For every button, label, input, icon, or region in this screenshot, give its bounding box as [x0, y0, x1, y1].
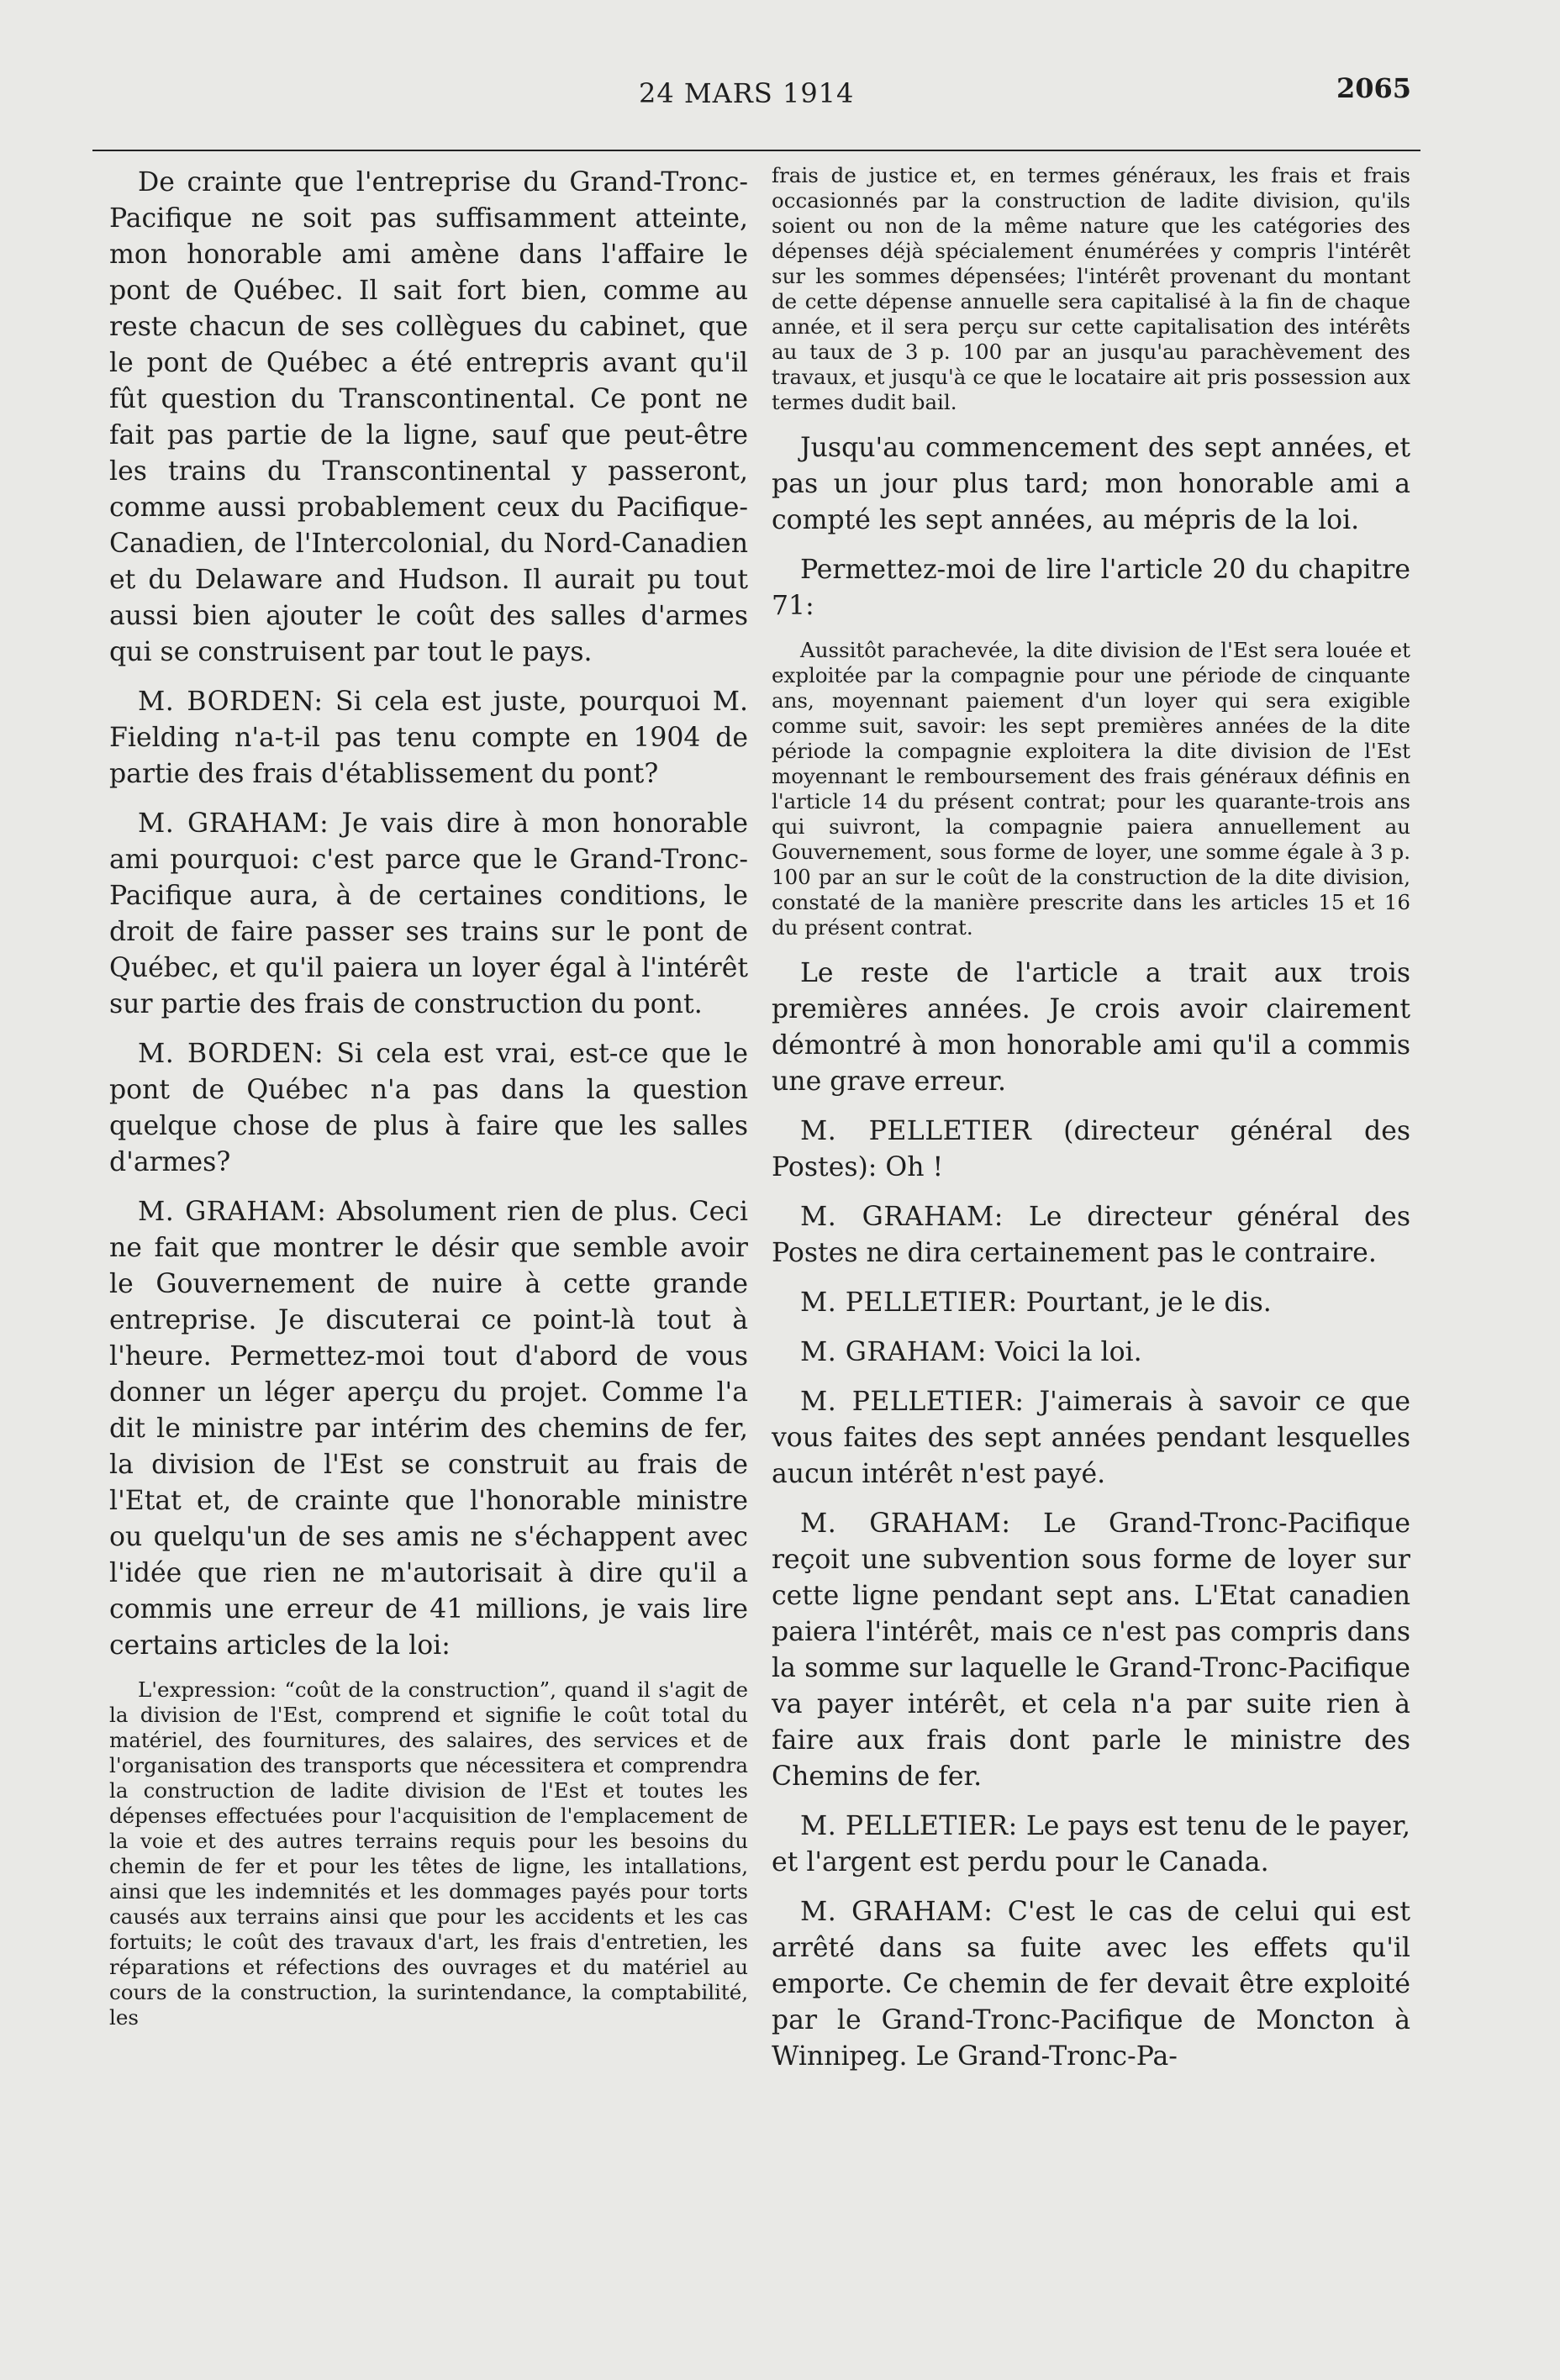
right-column	[772, 165, 1410, 2088]
speech-text: Le Grand-Tronc-Pacifique reçoit une subvention sous forme de loyer sur cette ligne pendant sept ans. L'Etat canadien paiera l'intérêt, mais ce n'est pas compris dans la somme sur laquelle le Grand-Tronc-Pacifique va payer intérêt, et cela n'a par suite rien à faire aux frais dont parle le ministre des Chemins de fer.	[772, 1509, 1410, 1792]
header-rule	[92, 150, 1420, 151]
speaker-name: M. BORDEN:	[138, 687, 324, 717]
paragraph: Permettez-moi de lire l'article 20 du chapitre 71:	[772, 555, 1410, 621]
law-quotation-continued: frais de justice et, en termes généraux, les frais et frais occasionnés par la construction de ladite division, qu'ils soient ou non de la même nature que les catégories des dépenses déjà spécialement énumérées y compris l'intérêt sur les sommes dépensées; l'intérêt provenant du montant de cette dépense annuelle sera capitalisé à la fin de chaque année, et il sera perçu sur cette capitalisation des intérêts au taux de 3 p. 100 par an jusqu'au parachèvement des travaux, et jusqu'à ce que le locataire ait pris possession aux termes dudit bail.	[772, 163, 1410, 414]
law-quotation: Aussitôt parachevée, la dite division de l'Est sera louée et exploitée par la compagnie pour une période de cinquante ans, moyennant paiement d'un loyer qui sera exigible comme suit, savoir: les sept premières années de la dite période la compagnie exploitera la dite division de l'Est moyennant le remboursement des frais généraux définis en l'article 14 du présent contrat; pour les quarante-trois ans qui suivront, la compagnie paiera annuellement au Gouvernement, sous forme de loyer, une somme égale à 3 p. 100 par an sur le coût de la construction de la dite division, constaté de la manière prescrite dans les articles 15 et 16 du présent contrat.	[772, 638, 1410, 940]
paragraph: De crainte que l'entreprise du Grand-Tronc-Pacifique ne soit pas suffisamment atteinte, mon honorable ami amène dans l'affaire le pont de Québec. Il sait fort bien, comme au reste chacun de ses collègues du cabinet, que le pont de Québec a été entrepris avant qu'il fût question du Transcontinental. Ce pont ne fait pas partie de la ligne, sauf que peut-être les trains du Transcontinental y passeront, comme aussi probablement ceux du Pacifique-Canadien, de l'Intercolonial, du Nord-Canadien et du Delaware and Hudson. Il aurait pu tout aussi bien ajouter le coût des salles d'armes qui se construisent par tout le pays.	[109, 167, 748, 667]
paragraph	[109, 1036, 748, 1181]
speaker-name: M. PELLETIER:	[800, 1811, 1018, 1841]
speaker-name: M. GRAHAM:	[800, 1509, 1011, 1539]
left-column	[109, 165, 748, 2046]
speaker-name: M. PELLETIER	[800, 1116, 1032, 1146]
speaker-name: M. PELLETIER:	[800, 1387, 1025, 1417]
speech-text: Le pays est tenu de le payer, et l'argent est perdu pour le Canada.	[772, 1811, 1410, 1877]
speaker-name: M. GRAHAM:	[800, 1897, 993, 1927]
speaker-name: M. BORDEN:	[138, 1039, 324, 1069]
speech-text: C'est le cas de celui qui est arrêté dans sa fuite avec les effets qu'il emporte. Ce chemin de fer devait être exploité par le Grand-Tronc-Pacifique de Moncton à Winnipeg. Le Grand-Tronc-Pa-	[772, 1897, 1410, 2072]
paragraph	[772, 1114, 1410, 1186]
speech-text: Si cela est juste, pourquoi M. Fielding n'a-t-il pas tenu compte en 1904 de partie des frais d'établissement du pont?	[109, 687, 748, 789]
speaker-name: M. GRAHAM:	[138, 808, 329, 839]
speech-text: Pourtant, je le dis.	[1017, 1287, 1272, 1318]
speech-text: Absolument rien de plus. Ceci ne fait que montrer le désir que semble avoir le Gouvernement de nuire à cette grande entreprise. Je discuterai ce point-là tout à l'heure. Permettez-moi tout d'abord de vous donner un léger aperçu du projet. Comme l'a dit le ministre par intérim des chemins de fer, la division de l'Est se construit au frais de l'Etat et, de crainte que l'honorable ministre ou quelqu'un de ses amis ne s'échappent avec l'idée que rien ne m'autorisait à dire qu'il a commis une erreur de 41 millions, je vais lire certains articles de la loi:	[109, 1197, 748, 1661]
paragraph: Le reste de l'article a trait aux trois premières années. Je crois avoir clairement démontré à mon honorable ami qu'il a commis une grave erreur.	[772, 958, 1410, 1097]
speech-text: Le directeur général des Postes ne dira certainement pas le contraire.	[772, 1202, 1410, 1268]
paragraph: Jusqu'au commencement des sept années, et pas un jour plus tard; mon honorable ami a compté les sept années, au mépris de la loi.	[772, 433, 1410, 535]
paragraph	[772, 1285, 1410, 1321]
paragraph	[772, 1894, 1410, 2075]
speaker-name: M. GRAHAM:	[800, 1337, 987, 1367]
law-quotation: L'expression: “coût de la construction”, quand il s'agit de la division de l'Est, comprend et signifie le coût total du matériel, des fournitures, des salaires, des services et de l'organisation des transports que nécessitera et comprendra la construction de ladite division de l'Est et toutes les dépenses effectuées pour l'acquisition de l'emplacement de la voie et des autres terrains requis pour les besoins du chemin de fer et pour les têtes de ligne, les intallations, ainsi que les indemnités et les dommages payés pour torts causés aux terrains ainsi que pour les accidents et les cas fortuits; le coût des travaux d'art, les frais d'entretien, les réparations et réfections des ouvrages et du matériel au cours de la construction, la surintendance, la comptabilité, les	[109, 1677, 748, 2030]
speech-text: J'aimerais à savoir ce que vous faites des sept années pendant lesquelles aucun intérêt n'est payé.	[772, 1387, 1410, 1489]
page-number: 2065	[1336, 72, 1412, 104]
speaker-name: M. GRAHAM:	[800, 1202, 1004, 1232]
page-date: 24 MARS 1914	[639, 77, 855, 109]
paragraph	[772, 1335, 1410, 1371]
speech-text: Je vais dire à mon honorable ami pourquoi: c'est parce que le Grand-Tronc-Pacifique aura, à de certaines conditions, le droit de faire passer ses trains sur le pont de Québec, et qu'il paiera un loyer égal à l'intérêt sur partie des frais de construction du pont.	[109, 808, 748, 1019]
paragraph	[772, 1809, 1410, 1881]
paragraph	[772, 1506, 1410, 1795]
speech-text: Voici la loi.	[987, 1337, 1142, 1367]
speaker-name: M. GRAHAM:	[138, 1197, 327, 1227]
speaker-name: M. PELLETIER:	[800, 1287, 1018, 1318]
paragraph	[109, 1194, 748, 1664]
paragraph	[772, 1199, 1410, 1272]
paragraph	[109, 684, 748, 792]
speech-text: (directeur général des Postes): Oh !	[772, 1116, 1411, 1182]
paragraph	[109, 806, 748, 1023]
speech-text: Si cela est vrai, est-ce que le pont de Québec n'a pas dans la question quelque chose de plus à faire que les salles d'armes?	[109, 1039, 748, 1177]
paragraph	[772, 1384, 1410, 1493]
